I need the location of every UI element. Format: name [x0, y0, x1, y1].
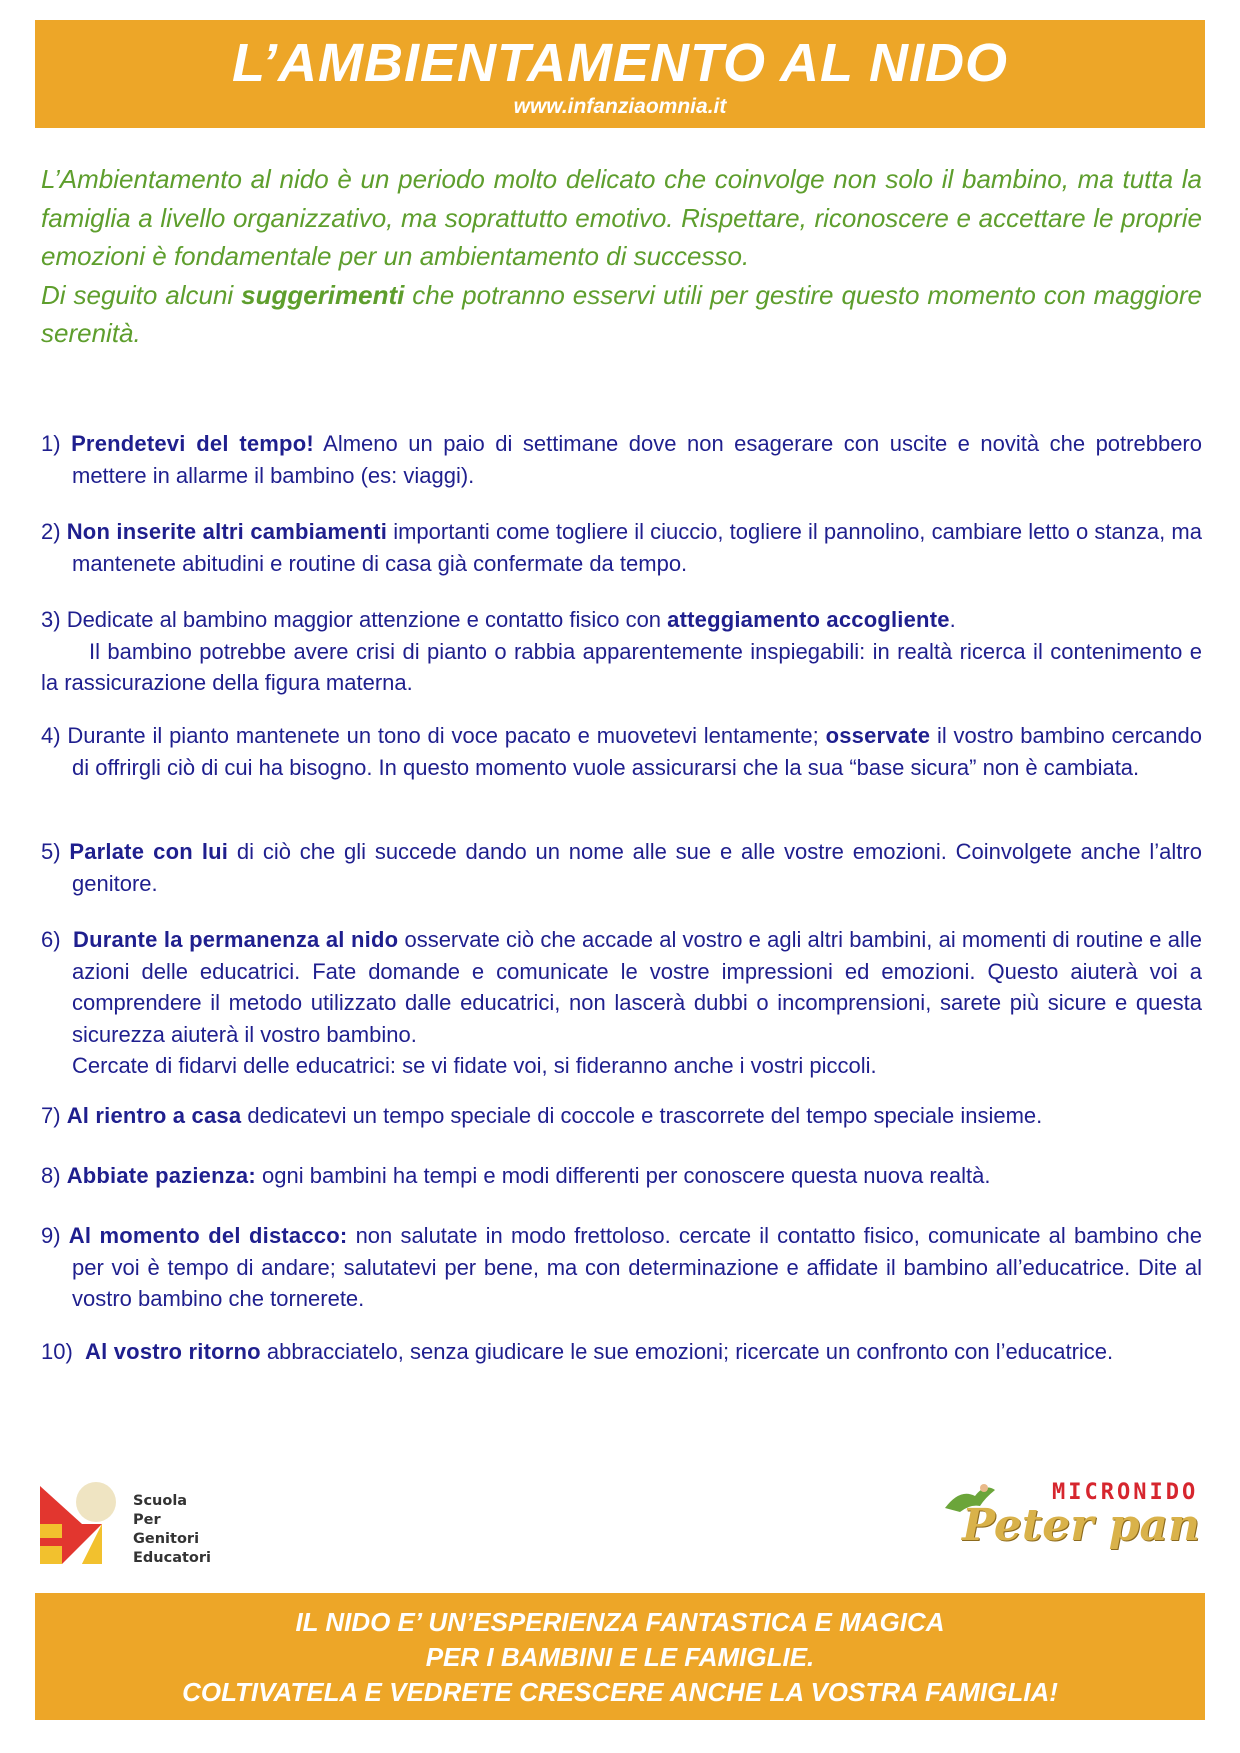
- item-text: il vostro bambino cercando di offrirgli ciò di cui ha bisogno. In questo momento vuole assicurarsi che la sua “base sicura” non è cambiata.: [72, 723, 1202, 780]
- item-number: 1): [41, 431, 61, 456]
- scuola-logo-mark-icon: [40, 1480, 130, 1570]
- item-number: 9): [41, 1223, 61, 1248]
- item-pre: Durante il pianto mantenete un tono di voce pacato e muovetevi lentamente;: [67, 723, 826, 748]
- item-title: Al momento del distacco:: [68, 1223, 348, 1248]
- list-item: [41, 1160, 1202, 1192]
- logo-line: Per: [133, 1512, 161, 1528]
- item-title: Non inserite altri cambiamenti: [66, 519, 388, 544]
- website-url[interactable]: www.infanziaomnia.it: [513, 95, 727, 118]
- item-text: ogni bambini ha tempi e modi differenti per conoscere questa nuova realtà.: [255, 1163, 991, 1188]
- footer-banner: [35, 1593, 1205, 1720]
- item-text: importanti come togliere il ciuccio, togliere il pannolino, cambiare letto o stanza, ma mantenete abitudini e routine di casa già confermate da tempo.: [72, 519, 1202, 576]
- item-number: 2): [41, 519, 61, 544]
- footer-line-3: COLTIVATELA E VEDRETE CRESCERE ANCHE LA VOSTRA FAMIGLIA!: [182, 1677, 1058, 1707]
- item-number: 5): [41, 839, 61, 864]
- list-item: [41, 836, 1202, 899]
- list-item: [41, 1100, 1202, 1132]
- item-number: 7): [41, 1103, 61, 1128]
- list-item: [41, 1336, 1202, 1368]
- intro-paragraph-2: [41, 276, 1202, 353]
- scuola-genitori-logo: [40, 1480, 240, 1580]
- footer-line-2: PER I BAMBINI E LE FAMIGLIE.: [425, 1642, 815, 1672]
- item-number: 3): [41, 607, 61, 632]
- page-title: L’AMBIENTAMENTO AL NIDO: [232, 33, 1008, 93]
- item-text: .: [949, 607, 956, 632]
- item-title: osservate: [825, 723, 931, 748]
- item-title: Abbiate pazienza:: [66, 1163, 256, 1188]
- list-item: [41, 720, 1202, 783]
- micronido-label: MICRONIDO: [1052, 1480, 1199, 1505]
- scuola-logo-text: [133, 1492, 211, 1568]
- logo-line: Educatori: [133, 1550, 212, 1566]
- item-text: dedicatevi un tempo speciale di coccole e trascorrete del tempo speciale insieme.: [241, 1103, 1043, 1128]
- intro-post: che potranno esservi utili per gestire questo momento con maggiore serenità.: [41, 279, 1202, 348]
- intro-strong: suggerimenti: [241, 279, 405, 310]
- item-title: atteggiamento accogliente: [667, 607, 950, 632]
- intro-paragraph-1: L’Ambientamento al nido è un periodo molto delicato che coinvolge non solo il bambino, ma tutta la famiglia a livello organizzativo, ma soprattutto emotivo. Rispettare, riconoscere e accettare le proprie emozioni è fondamentale per un ambientamento di successo.: [41, 164, 1202, 271]
- list-item: [41, 428, 1202, 491]
- item-number: 10): [41, 1339, 73, 1364]
- logo-line: Scuola: [133, 1493, 188, 1509]
- intro-pre: Di seguito alcuni: [41, 279, 242, 310]
- list-item: [41, 604, 1202, 699]
- list-item: [41, 516, 1202, 579]
- item-title: Prendetevi del tempo!: [71, 431, 314, 456]
- item-text: Almeno un paio di settimane dove non esagerare con uscite e novità che potrebbero mettere in allarme il bambino (es: viaggi).: [72, 431, 1202, 488]
- intro-text: [41, 160, 1202, 353]
- item-text: non salutate in modo frettoloso. cercate il contatto fisico, comunicate al bambino che per voi è tempo di andare; salutatevi per bene, ma con determinazione e affidate il bambino all’educatrice. Dite al vostro bambino che tornerete.: [72, 1223, 1202, 1311]
- item-number: 4): [41, 723, 61, 748]
- item-title: Durante la permanenza al nido: [72, 927, 399, 952]
- item-title: Parlate con lui: [69, 839, 229, 864]
- list-item: [41, 1220, 1202, 1315]
- list-item: [41, 924, 1202, 1082]
- item-title: Al rientro a casa: [66, 1103, 242, 1128]
- micronido-peter-pan-logo: [940, 1478, 1200, 1568]
- item-extra: Cercate di fidarvi delle educatrici: se vi fidate voi, si fideranno anche i vostri piccoli.: [72, 1053, 877, 1078]
- logo-line: Genitori: [133, 1531, 200, 1547]
- item-text: osservate ciò che accade al vostro e agli altri bambini, ai momenti di routine e alle azioni delle educatrici. Fate domande e comunicate le vostre impressioni ed emozioni. Questo aiuterà voi a comprendere il metodo utilizzato dalle educatrici, non lascerà dubbi o incomprensioni, sarete più sicure e questa sicurezza aiuterà il vostro bambino.: [72, 927, 1202, 1047]
- item-pre: Dedicate al bambino maggior attenzione e contatto fisico con: [66, 607, 668, 632]
- peter-pan-label: Peter pan: [962, 1500, 1200, 1551]
- footer-line-1: IL NIDO E’ UN’ESPERIENZA FANTASTICA E MAGICA: [295, 1607, 945, 1637]
- item-number: 6): [41, 927, 61, 952]
- item-title: Al vostro ritorno: [85, 1339, 261, 1364]
- item-extra: Il bambino potrebbe avere crisi di pianto o rabbia apparentemente inspiegabili: in realtà ricerca il contenimento e la rassicurazione della figura materna.: [41, 638, 1202, 695]
- item-text: di ciò che gli succede dando un nome alle sue e alle vostre emozioni. Coinvolgete anche l’altro genitore.: [72, 839, 1202, 896]
- item-text: abbracciatelo, senza giudicare le sue emozioni; ricercate un confronto con l’educatrice.: [260, 1339, 1114, 1364]
- item-number: 8): [41, 1163, 61, 1188]
- header-banner: [35, 20, 1205, 128]
